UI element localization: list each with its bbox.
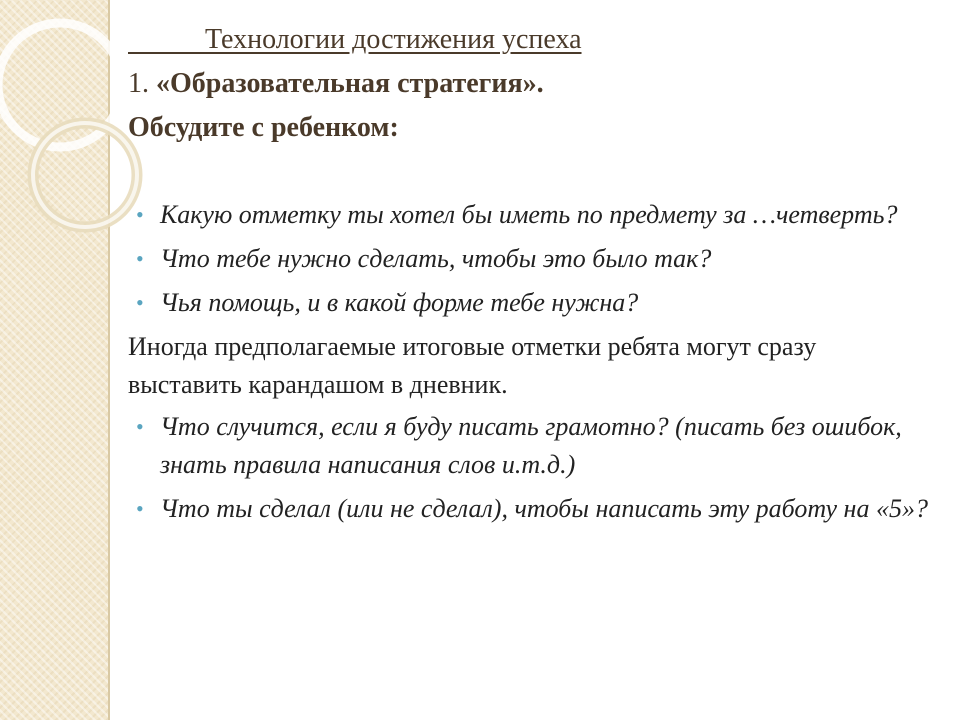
- bullet-text: Что тебе нужно сделать, чтобы это было так?: [160, 244, 712, 273]
- bullet-text: Что случится, если я буду писать грамотно? (писать без ошибок, знать правила написания слов и.т.д.): [160, 412, 902, 479]
- slide-title: Технологии достижения успеха: [128, 24, 582, 55]
- strategy-subtitle: [128, 68, 544, 100]
- body-paragraph: Иногда предполагаемые итоговые отметки ребята могут сразу выставить карандашом в дневник.: [128, 332, 817, 399]
- bullet-text: Чья помощь, и в какой форме тебе нужна?: [160, 288, 639, 317]
- bullet-item: [128, 284, 928, 322]
- bullet-dot-icon: •: [136, 202, 144, 227]
- bullet-item: [128, 408, 928, 484]
- bullet-text: Что ты сделал (или не сделал), чтобы написать эту работу на «5»?: [160, 494, 928, 523]
- discussion-heading: Обсудите с ребенком:: [128, 112, 399, 143]
- subtitle-text: «Образовательная стратегия».: [156, 68, 544, 99]
- subtitle-number: 1.: [128, 68, 149, 99]
- bullet-dot-icon: •: [136, 246, 144, 271]
- bullet-dot-icon: •: [136, 414, 144, 439]
- bullet-item: [128, 196, 928, 234]
- slide-content: [128, 196, 928, 534]
- bullet-dot-icon: •: [136, 496, 144, 521]
- bullet-dot-icon: •: [136, 290, 144, 315]
- bullet-text: Какую отметку ты хотел бы иметь по предмету за …четверть?: [160, 200, 898, 229]
- bullet-item: [128, 490, 928, 528]
- bullet-item: [128, 240, 928, 278]
